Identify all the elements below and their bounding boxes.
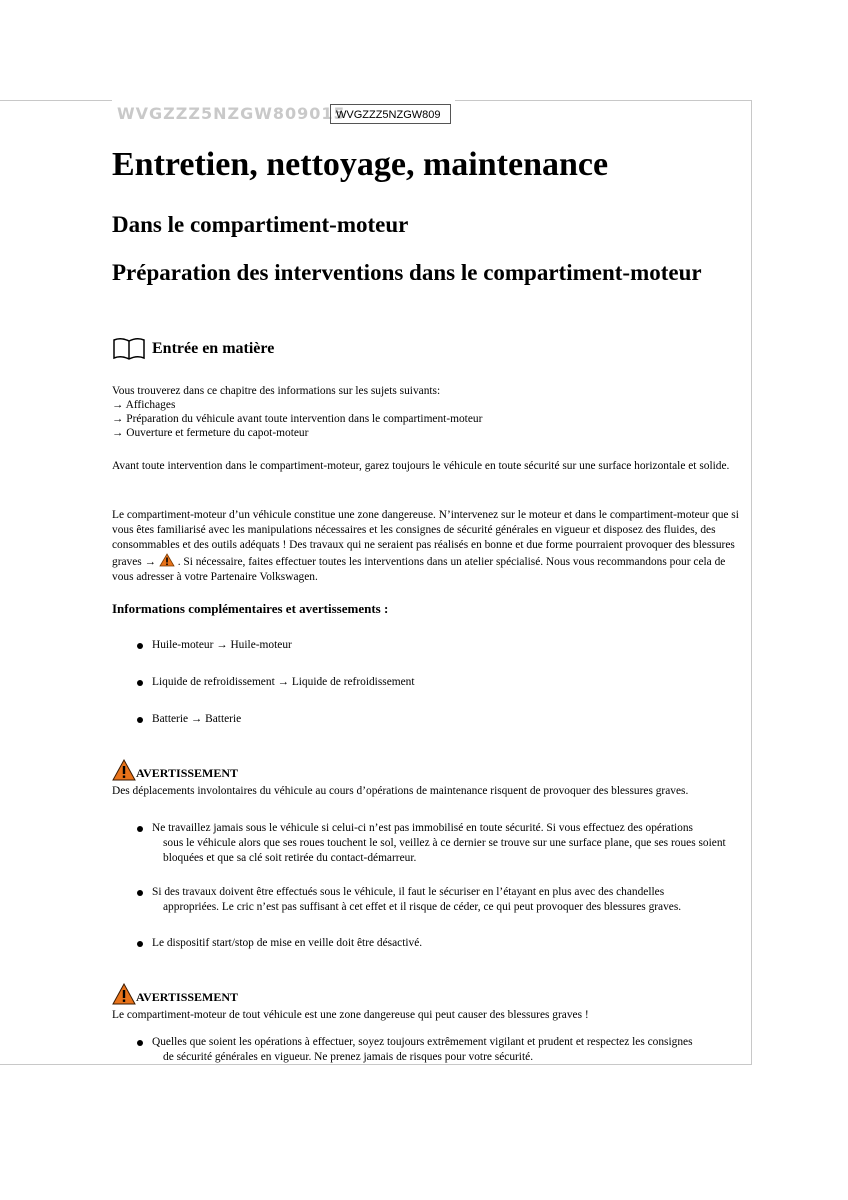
list-item-text: Quelles que soient les opérations à effectuer, soyez toujours extrêmement vigilant et prudent et respectez les consignes (152, 1036, 693, 1048)
bullet-icon (137, 826, 143, 832)
warning-text: Des déplacements involontaires du véhicule au cours d’opérations de maintenance risquent de provoquer des blessures graves. (112, 785, 689, 797)
list-item[interactable] (112, 675, 742, 690)
warning-list (112, 936, 742, 951)
warning-label: AVERTISSEMENT (136, 766, 239, 780)
book-icon (112, 337, 146, 361)
bullet-icon (137, 941, 143, 947)
warning-triangle-icon[interactable] (159, 553, 175, 567)
intro-heading (112, 337, 274, 361)
list-item-text: Liquide de refroidissement → Liquide de refroidissement (152, 676, 415, 688)
warning-heading (112, 983, 238, 1005)
info-list (112, 675, 742, 690)
list-item[interactable] (112, 712, 742, 727)
list-item (112, 885, 742, 915)
topic-link[interactable]: → Affichages (112, 399, 176, 411)
subsection-title: Préparation des interventions dans le compartiment-moteur (112, 260, 702, 285)
vin-watermark: WVGZZZ5NZGW809015 (117, 104, 346, 123)
list-item-continuation: appropriées. Le cric n’est pas suffisant à cet effet et il risque de céder, ce qui peut provoquer des blessures graves. (163, 901, 682, 913)
paragraph-part: Le compartiment-moteur d’un véhicule constitue une zone dangereuse. N’intervenez sur le moteur et dans le compartiment-moteur que si vous êtes familiarisé avec les manipulations nécessaires et les consignes de sécurité générales en vigueur et disposez des fluides, des consommables et des outils adéquats ! Des travaux qui ne seraient pas réalisés en bonne et due forme pourraient provoquer des blessures graves → (112, 509, 739, 568)
vin-box: WVGZZZ5NZGW809 (330, 104, 451, 124)
info-list (112, 712, 742, 727)
list-item (112, 1035, 742, 1065)
list-item-text: Huile-moteur → Huile-moteur (152, 639, 292, 651)
bullet-icon (137, 717, 143, 723)
paragraph: Avant toute intervention dans le compartiment-moteur, garez toujours le véhicule en toute sécurité sur une surface horizontale et solide. (112, 460, 730, 472)
frame-top-left (0, 100, 112, 101)
section-title: Dans le compartiment-moteur (112, 212, 409, 237)
warning-heading (112, 759, 238, 781)
list-item-text: Ne travaillez jamais sous le véhicule si celui-ci n’est pas immobilisé en toute sécurité. Si vous effectuez des opérations (152, 822, 693, 834)
bullet-icon (137, 1040, 143, 1046)
list-item-continuation: de sécurité générales en vigueur. Ne prenez jamais de risques pour votre sécurité. (163, 1051, 534, 1063)
list-item-text: Batterie → Batterie (152, 713, 242, 725)
bullet-icon (137, 680, 143, 686)
warning-triangle-icon (112, 759, 136, 781)
list-item (112, 821, 742, 866)
topic-link[interactable]: → Ouverture et fermeture du capot-moteur (112, 427, 309, 439)
paragraph (112, 508, 740, 585)
list-item[interactable] (112, 638, 742, 653)
topic-link[interactable]: → Préparation du véhicule avant toute intervention dans le compartiment-moteur (112, 413, 483, 425)
frame-top-right (455, 100, 752, 101)
bullet-icon (137, 643, 143, 649)
warning-triangle-icon (112, 983, 136, 1005)
warning-list (112, 821, 742, 866)
page-title: Entretien, nettoyage, maintenance (112, 146, 609, 183)
list-item (112, 936, 742, 951)
bullet-icon (137, 890, 143, 896)
list-item-text: Si des travaux doivent être effectués sous le véhicule, il faut le sécuriser en l’étayant en plus avec des chandelles (152, 886, 665, 898)
info-list (112, 638, 742, 653)
info-title: Informations complémentaires et avertissements : (112, 601, 389, 616)
intro-heading-label: Entrée en matière (152, 340, 275, 357)
warning-list (112, 885, 742, 915)
intro-line: Vous trouverez dans ce chapitre des informations sur les sujets suivants: (112, 385, 441, 397)
list-item-continuation: sous le véhicule alors que ses roues touchent le sol, veillez à ce dernier se trouve sur une surface plane, que ses roues soient bloquées et que sa clé soit retirée du contact-démarreur. (163, 837, 726, 864)
warning-text: Le compartiment-moteur de tout véhicule est une zone dangereuse qui peut causer des blessures graves ! (112, 1009, 589, 1021)
warning-list (112, 1035, 742, 1065)
list-item-text: Le dispositif start/stop de mise en veille doit être désactivé. (152, 937, 423, 949)
paragraph-part: . Si nécessaire, faites effectuer toutes les interventions dans un atelier spécialisé. Nous vous recommandons pour cela de vous adresser à votre Partenaire Volkswagen. (112, 556, 726, 583)
warning-label: AVERTISSEMENT (136, 990, 239, 1004)
